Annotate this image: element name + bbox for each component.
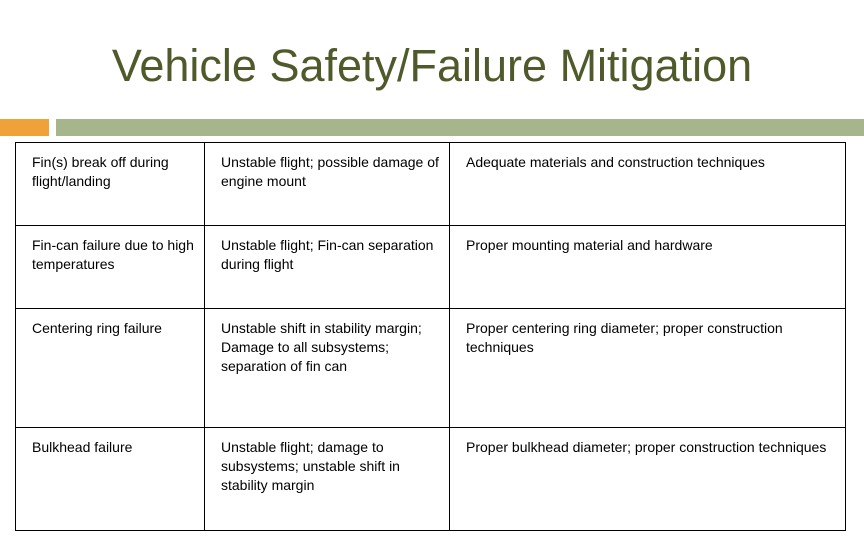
- mitigation-cell: Adequate materials and construction techniques: [450, 143, 846, 226]
- table-row: [16, 226, 846, 309]
- table-row: [16, 428, 846, 531]
- mitigation-cell: Proper bulkhead diameter; proper construction techniques: [450, 428, 846, 531]
- failure-cell: Centering ring failure: [16, 309, 205, 428]
- effect-cell: Unstable flight; damage to subsystems; unstable shift in stability margin: [205, 428, 450, 531]
- failure-mitigation-table: [15, 142, 846, 531]
- effect-cell: Unstable flight; Fin-can separation during flight: [205, 226, 450, 309]
- table-row: [16, 143, 846, 226]
- slide-title: Vehicle Safety/Failure Mitigation: [111, 40, 753, 91]
- failure-cell: Bulkhead failure: [16, 428, 205, 531]
- failure-cell: Fin-can failure due to high temperatures: [16, 226, 205, 309]
- accent-bar-orange: [0, 119, 49, 136]
- effect-cell: Unstable shift in stability margin; Damage to all subsystems; separation of fin can: [205, 309, 450, 428]
- mitigation-cell: Proper centering ring diameter; proper construction techniques: [450, 309, 846, 428]
- accent-bar-green: [56, 119, 864, 136]
- table-row: [16, 309, 846, 428]
- effect-cell: Unstable flight; possible damage of engine mount: [205, 143, 450, 226]
- failure-cell: Fin(s) break off during flight/landing: [16, 143, 205, 226]
- mitigation-cell: Proper mounting material and hardware: [450, 226, 846, 309]
